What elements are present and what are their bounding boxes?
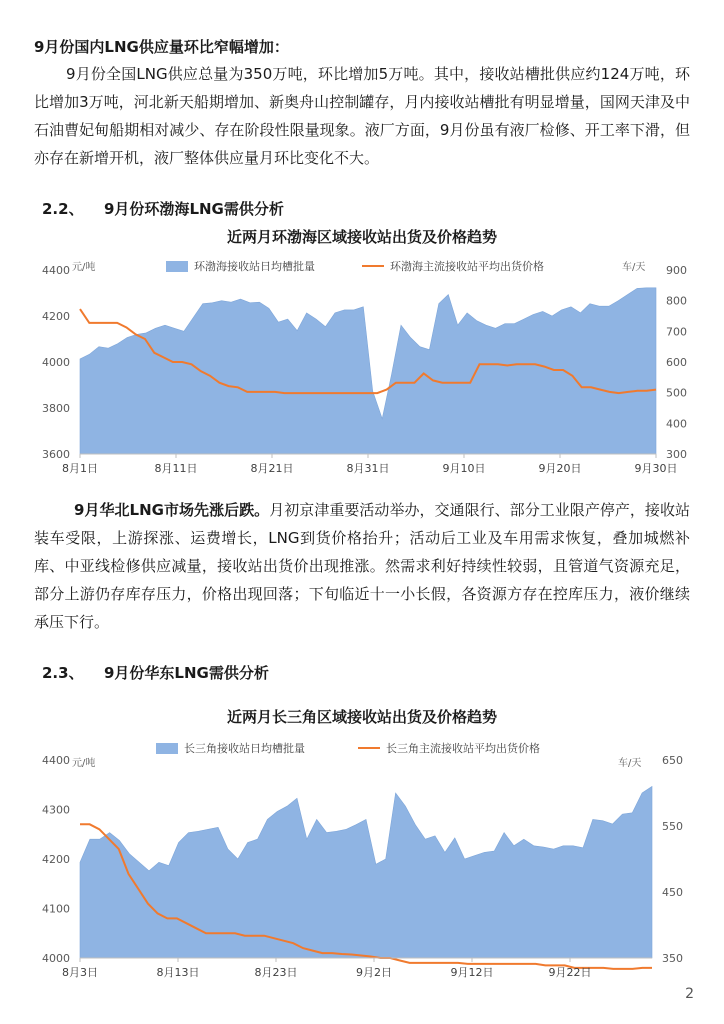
chart1-ytick-right: 400 xyxy=(666,417,687,431)
chart1-ytick-left: 3800 xyxy=(42,402,70,415)
supply-paragraph xyxy=(34,60,690,172)
chart2-ytick-left: 4200 xyxy=(42,853,70,866)
section-2-3-number: 2.3、 xyxy=(42,664,84,682)
chart1-ytick-left: 4200 xyxy=(42,310,70,323)
chart2-legend-area-swatch xyxy=(156,743,178,754)
chart2-ytick-left: 4100 xyxy=(42,902,70,916)
chart1-legend-area-swatch xyxy=(166,261,188,272)
chart2-ytick-right: 350 xyxy=(662,952,683,965)
north-china-text: 月初京津重要活动举办，交通限行、部分工业限产停产，接收站装车受限，上游探涨、运费增长，LNG到货价格抬升；活动后工业及车用需求恢复，叠加城燃补库、中亚线检修供应减量，接收站出货价出现推涨。然需求利好持续性较弱，且管道气资源充足，部分上游仍存库存压力，价格出现回落；下旬临近十一小长假，各资源方存在控库压力，液价继续承压下行。 xyxy=(34,501,690,631)
chart2-legend-area-label: 长三角接收站日均槽批量 xyxy=(184,742,305,755)
chart2-right-unit: 车/天 xyxy=(618,758,642,769)
section-2-2-title: 9月份环渤海LNG需供分析 xyxy=(104,200,284,218)
chart2-ytick-right: 650 xyxy=(662,754,683,767)
page-number: 2 xyxy=(685,986,694,1002)
chart1-area-series xyxy=(80,288,656,454)
chart1-ytick-right: 300 xyxy=(666,448,687,461)
chart1-right-unit: 车/天 xyxy=(622,262,646,273)
chart2-title: 近两月长三角区域接收站出货及价格趋势 xyxy=(226,708,497,726)
chart1-x-tick-label: 9月10日 xyxy=(442,462,486,475)
chart1-title: 近两月环渤海区域接收站出货及价格趋势 xyxy=(226,228,497,246)
chart1-x-tick-label: 9月20日 xyxy=(538,462,582,475)
section-2-2-number: 2.2、 xyxy=(42,200,84,218)
chart1-ytick-right: 600 xyxy=(666,356,687,369)
chart2-ytick-left: 4000 xyxy=(42,952,70,965)
chart1-ytick-right: 900 xyxy=(666,264,687,277)
chart2-ytick-right: 550 xyxy=(662,820,683,833)
section-heading-supply: 9月份国内LNG供应量环比窄幅增加： xyxy=(34,38,289,56)
chart1-ytick-right: 700 xyxy=(666,325,687,339)
chart2-area-series xyxy=(80,786,652,958)
chart2-x-tick-label: 9月22日 xyxy=(548,966,592,979)
chart2-left-unit: 元/吨 xyxy=(72,758,96,769)
chart1-ytick-right: 500 xyxy=(666,386,687,400)
chart1-left-unit: 元/吨 xyxy=(72,262,96,273)
chart2 xyxy=(0,734,724,984)
chart2-ytick-left: 4400 xyxy=(42,754,70,767)
chart1-x-tick-label: 8月1日 xyxy=(62,462,98,475)
chart2-ytick-left: 4300 xyxy=(42,803,70,817)
north-china-lead: 9月华北LNG市场先涨后跌。 xyxy=(74,501,270,519)
chart1-x-tick-label: 8月21日 xyxy=(250,462,294,475)
chart1-ytick-left: 3600 xyxy=(42,448,70,461)
section-2-2-heading xyxy=(42,198,284,219)
section-2-3-heading xyxy=(42,662,269,683)
supply-paragraph-text: 9月份全国LNG供应总量为350万吨，环比增加5万吨。其中，接收站槽批供应约124万吨，环比增加3万吨，河北新天船期增加、新奥舟山控制罐存，月内接收站槽批有明显增量，国网天津及中石油曹妃甸船期相对减少、存在阶段性限量现象。液厂方面，9月份虽有液厂检修、开工率下滑，但亦存在新增开机，液厂整体供应量月环比变化不大。 xyxy=(34,65,690,167)
chart2-legend-line-label: 长三角主流接收站平均出货价格 xyxy=(386,742,540,755)
chart1 xyxy=(0,250,724,480)
chart1-x-tick-label: 9月30日 xyxy=(634,462,678,475)
north-china-paragraph xyxy=(34,496,690,636)
chart2-x-tick-label: 9月12日 xyxy=(450,966,494,979)
chart1-ytick-right: 800 xyxy=(666,294,687,308)
chart1-legend-area-label: 环渤海接收站日均槽批量 xyxy=(194,260,315,273)
chart1-legend-line-label: 环渤海主流接收站平均出货价格 xyxy=(390,260,544,273)
chart2-x-tick-label: 8月3日 xyxy=(62,966,98,979)
chart2-x-tick-label: 8月23日 xyxy=(254,966,298,979)
chart1-ytick-left: 4400 xyxy=(42,264,70,277)
chart2-x-tick-label: 9月2日 xyxy=(356,966,392,979)
chart2-ytick-right: 450 xyxy=(662,886,683,899)
chart2-x-tick-label: 8月13日 xyxy=(156,966,200,979)
section-2-3-title: 9月份华东LNG需供分析 xyxy=(104,664,269,682)
chart1-ytick-left: 4000 xyxy=(42,356,70,369)
chart1-x-tick-label: 8月31日 xyxy=(346,462,390,475)
chart1-x-tick-label: 8月11日 xyxy=(154,462,198,475)
